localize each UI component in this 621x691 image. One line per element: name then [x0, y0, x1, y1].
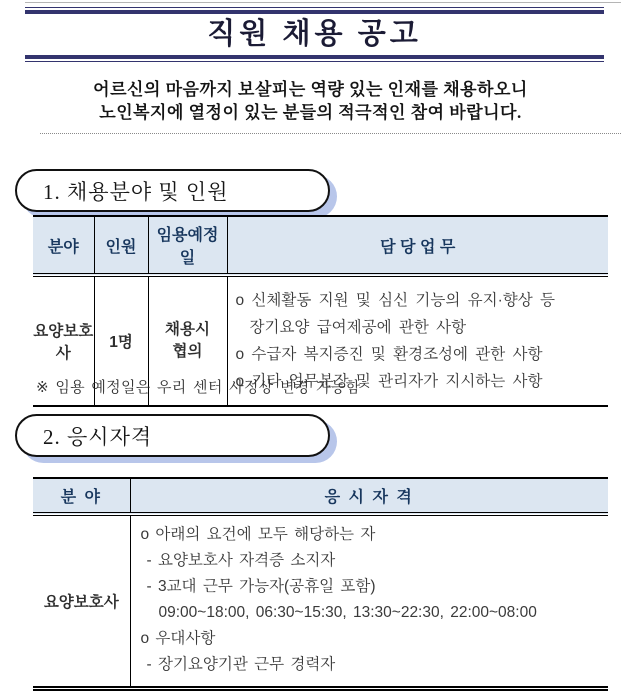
- header-headcount: 인원: [94, 216, 148, 275]
- cell-field: 요양보호사: [33, 323, 94, 362]
- header-appointment-date: 임용예정일: [148, 216, 227, 275]
- banner-rule-bottom-thin: [25, 61, 604, 62]
- intro-paragraph: [0, 78, 621, 124]
- duty-line: 장기요양 급여제공에 관한 사항: [249, 319, 467, 336]
- intro-line-1: 어르신의 마음까지 보살피는 역량 있는 인재를 채용하오니: [93, 80, 528, 99]
- cell-qualifications: [130, 514, 608, 689]
- page-top-hairline: [25, 2, 621, 3]
- qualification-table: [33, 477, 608, 691]
- qualification-table-row: [33, 514, 608, 689]
- header-field: 분 야: [33, 478, 130, 514]
- cell-field: 요양보호사: [43, 594, 119, 611]
- recruitment-table-header-row: [33, 216, 608, 275]
- qualification-table-header-row: [33, 478, 608, 514]
- section-2-heading-label: 2. 응시자격: [43, 424, 153, 449]
- section-1-heading: [15, 169, 330, 212]
- cell-headcount: 1명: [94, 275, 148, 406]
- requirement-line: 09:00~18:00, 06:30~15:30, 13:30~22:30, 22:00~08:00: [158, 604, 537, 621]
- header-duties: 담 당 업 무: [227, 216, 608, 275]
- requirement-line: o 우대사항: [140, 630, 216, 647]
- header-field: 분야: [33, 216, 94, 275]
- page-title: 직원 채용 공고: [207, 18, 422, 50]
- header-qualifications: 응 시 자 격: [130, 478, 608, 514]
- section-1-heading-label: 1. 채용분야 및 인원: [43, 179, 229, 204]
- requirement-line: - 3교대 근무 가능자(공휴일 포함): [146, 578, 376, 595]
- banner-rule-bottom-thick: [25, 55, 604, 59]
- title-banner: [25, 7, 604, 62]
- intro-line-2: 노인복지에 열정이 있는 분들의 적극적인 참여 바랍니다.: [99, 103, 522, 122]
- appointment-line-2: 협의: [172, 343, 203, 360]
- requirement-line: o 아래의 요건에 모두 해당하는 자: [140, 526, 376, 543]
- requirement-line: - 요양보호사 자격증 소지자: [146, 552, 336, 569]
- duty-line: o 신체활동 지원 및 심신 기능의 유지·향상 등: [235, 292, 555, 309]
- duty-line: o 기타 업무분장 및 관리자가 지시하는 사항: [235, 373, 543, 390]
- appointment-note: ※ 임용 예정일은 우리 센터 사정상 변경 가능함: [36, 379, 361, 396]
- section-2-heading: [15, 414, 330, 457]
- requirement-line: - 장기요양기관 근무 경력자: [146, 656, 336, 673]
- duty-line: o 수급자 복지증진 및 환경조성에 관한 사항: [235, 346, 543, 363]
- dotted-divider: [40, 133, 621, 134]
- appointment-line-1: 채용시: [165, 321, 210, 338]
- banner-rule-top-thin: [25, 7, 604, 8]
